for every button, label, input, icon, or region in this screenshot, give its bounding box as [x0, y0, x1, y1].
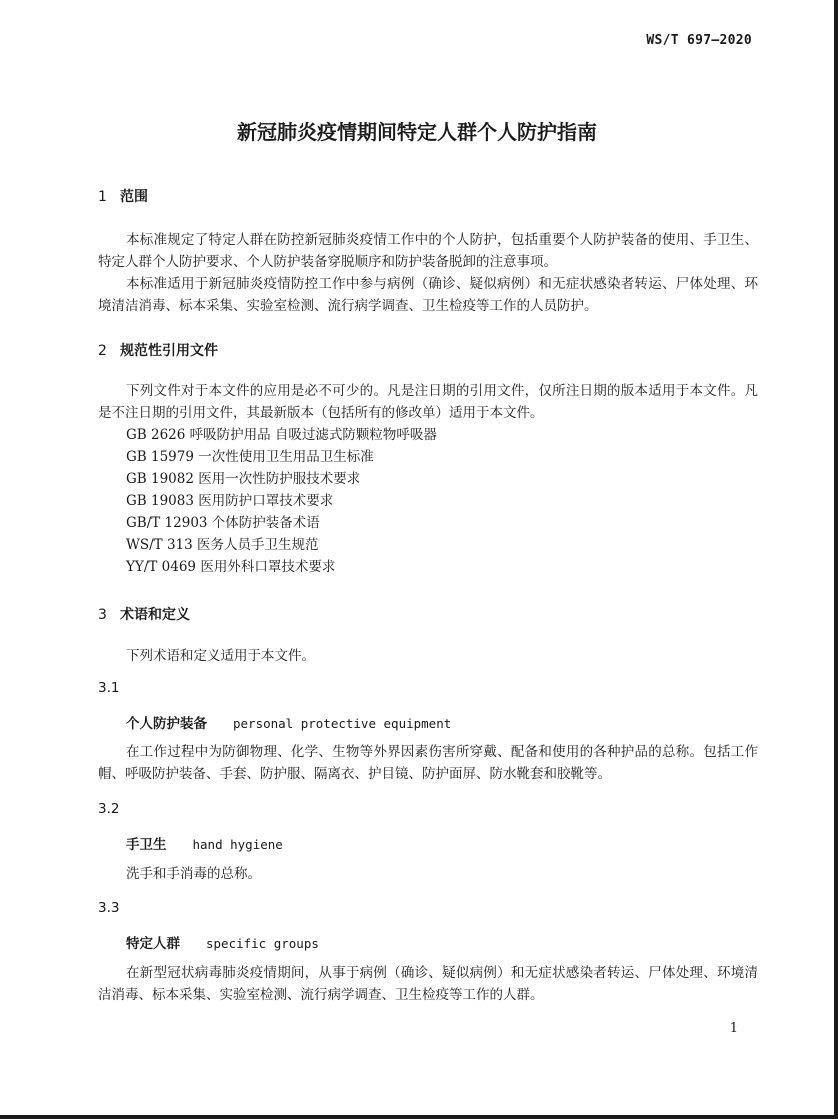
- term-english: specific groups: [206, 936, 319, 951]
- reference-item: GB/T 12903 个体防护装备术语: [126, 515, 320, 531]
- section-number: 2: [98, 343, 107, 359]
- paragraph: 本标准适用于新冠肺炎疫情防控工作中参与病例（确诊、疑似病例）和无症状感染者转运、尸体处理、环境清洁消毒、标本采集、实验室检测、流行病学调查、卫生检疫等工作的人员防护。: [98, 276, 758, 314]
- clause-number: 3.1: [98, 680, 120, 696]
- section-title: 术语和定义: [120, 607, 190, 623]
- reference-item: YY/T 0469 医用外科口罩技术要求: [126, 559, 336, 575]
- term-entry: [126, 833, 283, 853]
- section-number: 1: [98, 189, 107, 205]
- term-chinese: 手卫生: [126, 837, 167, 853]
- reference-item: GB 19082 医用一次性防护服技术要求: [126, 471, 361, 487]
- paragraph: 下列术语和定义适用于本文件。: [126, 648, 315, 664]
- term-entry: [126, 712, 451, 732]
- clause-number: 3.3: [98, 900, 120, 916]
- standard-code: WS/T 697—2020: [646, 33, 752, 48]
- reference-item: WS/T 313 医务人员手卫生规范: [126, 537, 319, 553]
- term-chinese: 特定人群: [126, 936, 180, 952]
- section-title: 规范性引用文件: [120, 343, 218, 359]
- section-number: 3: [98, 607, 107, 623]
- term-english: personal protective equipment: [233, 716, 452, 731]
- reference-item: GB 2626 呼吸防护用品 自吸过滤式防颗粒物呼吸器: [126, 427, 437, 443]
- reference-list: [126, 424, 437, 578]
- paragraph: 本标准规定了特定人群在防控新冠肺炎疫情工作中的个人防护，包括重要个人防护装备的使用、手卫生、特定人群个人防护要求、个人防护装备穿脱顺序和防护装备脱卸的注意事项。: [98, 232, 758, 270]
- term-definition: 在新型冠状病毒肺炎疫情期间，从事于病例（确诊、疑似病例）和无症状感染者转运、尸体处理、环境清洁消毒、标本采集、实验室检测、流行病学调查、卫生检疫等工作的人群。: [98, 965, 758, 1003]
- term-chinese: 个人防护装备: [126, 716, 207, 732]
- section-heading-normative-references: [98, 340, 218, 360]
- clause-number: 3.2: [98, 801, 120, 817]
- document-title: 新冠肺炎疫情期间特定人群个人防护指南: [237, 120, 597, 144]
- section-heading-terms: [98, 604, 190, 624]
- term-entry: [126, 932, 319, 952]
- page-number: 1: [729, 1021, 738, 1036]
- paragraph: 下列文件对于本文件的应用是必不可少的。凡是注日期的引用文件，仅所注日期的版本适用于本文件。凡是不注日期的引用文件，其最新版本（包括所有的修改单）适用于本文件。: [98, 383, 758, 421]
- section-title: 范围: [120, 189, 148, 205]
- reference-item: GB 15979 一次性使用卫生用品卫生标准: [126, 449, 374, 465]
- term-definition: 洗手和手消毒的总称。: [126, 866, 261, 882]
- term-definition: 在工作过程中为防御物理、化学、生物等外界因素伤害所穿戴、配备和使用的各种护品的总称。包括工作帽、呼吸防护装备、手套、防护服、隔离衣、护目镜、防护面屏、防水靴套和胶靴等。: [98, 744, 758, 782]
- section-heading-scope: [98, 186, 148, 206]
- term-english: hand hygiene: [192, 837, 283, 852]
- reference-item: GB 19083 医用防护口罩技术要求: [126, 493, 334, 509]
